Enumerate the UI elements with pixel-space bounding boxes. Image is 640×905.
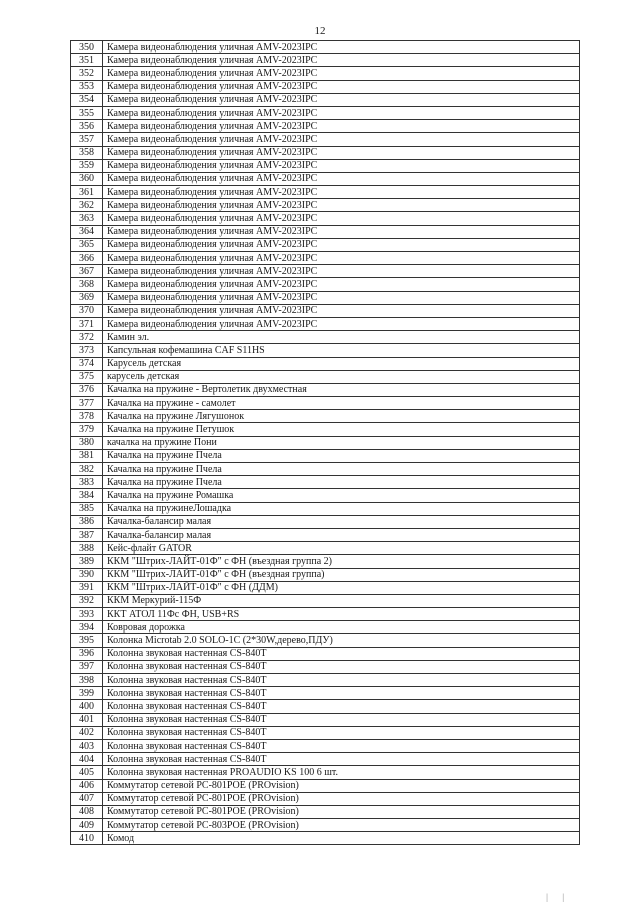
item-name-cell: Камера видеонаблюдения уличная AMV-2023IPC [103,93,580,106]
table-row [71,647,580,660]
item-name-cell: Камера видеонаблюдения уличная AMV-2023IPC [103,120,580,133]
table-row [71,476,580,489]
row-number-cell: 388 [71,542,103,555]
table-row [71,674,580,687]
table-row [71,331,580,344]
table-row [71,792,580,805]
table-row [71,687,580,700]
table-row [71,172,580,185]
item-name-cell: Колонна звуковая настенная CS-840T [103,739,580,752]
item-name-cell: Кейс-флайт GATOR [103,542,580,555]
table-row [71,41,580,54]
row-number-cell: 401 [71,713,103,726]
inventory-table [70,40,580,845]
row-number-cell: 358 [71,146,103,159]
row-number-cell: 362 [71,199,103,212]
row-number-cell: 386 [71,515,103,528]
table-row [71,621,580,634]
item-name-cell: Качалка на пружине Пчела [103,476,580,489]
table-row [71,291,580,304]
table-row [71,700,580,713]
table-row [71,594,580,607]
table-row [71,397,580,410]
table-row [71,805,580,818]
row-number-cell: 364 [71,225,103,238]
item-name-cell: Колонна звуковая настенная CS-840T [103,700,580,713]
table-row [71,515,580,528]
row-number-cell: 394 [71,621,103,634]
row-number-cell: 359 [71,159,103,172]
table-row [71,80,580,93]
table-row [71,106,580,119]
row-number-cell: 389 [71,555,103,568]
item-name-cell: ККМ Меркурий-115Ф [103,594,580,607]
row-number-cell: 356 [71,120,103,133]
item-name-cell: Камера видеонаблюдения уличная AMV-2023IPC [103,159,580,172]
row-number-cell: 379 [71,423,103,436]
row-number-cell: 395 [71,634,103,647]
row-number-cell: 369 [71,291,103,304]
row-number-cell: 409 [71,819,103,832]
row-number-cell: 390 [71,568,103,581]
table-row [71,581,580,594]
row-number-cell: 398 [71,674,103,687]
row-number-cell: 367 [71,265,103,278]
item-name-cell: Качалка на пружинеЛошадка [103,502,580,515]
item-name-cell: Коммутатор сетевой PC-803POE (PROvision) [103,819,580,832]
row-number-cell: 355 [71,106,103,119]
table-row [71,410,580,423]
scan-corner-mark: | | [546,892,570,902]
page-number: 12 [314,25,326,37]
item-name-cell: карусель детская [103,370,580,383]
row-number-cell: 378 [71,410,103,423]
row-number-cell: 404 [71,753,103,766]
item-name-cell: Камера видеонаблюдения уличная AMV-2023IPC [103,304,580,317]
row-number-cell: 374 [71,357,103,370]
item-name-cell: Качалка на пружине Лягушонок [103,410,580,423]
row-number-cell: 387 [71,528,103,541]
row-number-cell: 377 [71,397,103,410]
table-row [71,608,580,621]
row-number-cell: 380 [71,436,103,449]
item-name-cell: Камера видеонаблюдения уличная AMV-2023IPC [103,225,580,238]
row-number-cell: 392 [71,594,103,607]
table-row [71,819,580,832]
table-row [71,436,580,449]
row-number-cell: 351 [71,54,103,67]
table-row [71,93,580,106]
row-number-cell: 352 [71,67,103,80]
row-number-cell: 372 [71,331,103,344]
item-name-cell: ККМ "Штрих-ЛАЙТ-01Ф" с ФН (въездная группа 2) [103,555,580,568]
item-name-cell: Колонна звуковая настенная PROAUDIO KS 100 6 шт. [103,766,580,779]
table-row [71,317,580,330]
row-number-cell: 382 [71,463,103,476]
table-row [71,186,580,199]
table-row [71,542,580,555]
item-name-cell: Колонна звуковая настенная CS-840T [103,660,580,673]
item-name-cell: Качалка на пружине Петушок [103,423,580,436]
row-number-cell: 385 [71,502,103,515]
row-number-cell: 397 [71,660,103,673]
table-row [71,252,580,265]
item-name-cell: Коммутатор сетевой PC-801POE (PROvision) [103,792,580,805]
item-name-cell: Колонна звуковая настенная CS-840T [103,713,580,726]
table-row [71,304,580,317]
item-name-cell: ККМ "Штрих-ЛАЙТ-01Ф" с ФН (въездная группа) [103,568,580,581]
row-number-cell: 383 [71,476,103,489]
row-number-cell: 353 [71,80,103,93]
inventory-table-body [71,41,580,845]
item-name-cell: Камера видеонаблюдения уличная AMV-2023IPC [103,252,580,265]
item-name-cell: Колонна звуковая настенная CS-840T [103,726,580,739]
row-number-cell: 357 [71,133,103,146]
item-name-cell: Карусель детская [103,357,580,370]
table-row [71,238,580,251]
item-name-cell: Капсульная кофемашина CAF S11HS [103,344,580,357]
row-number-cell: 393 [71,608,103,621]
item-name-cell: Камера видеонаблюдения уличная AMV-2023IPC [103,54,580,67]
row-number-cell: 406 [71,779,103,792]
item-name-cell: Качалка-балансир малая [103,515,580,528]
table-row [71,766,580,779]
row-number-cell: 371 [71,317,103,330]
row-number-cell: 350 [71,41,103,54]
table-row [71,212,580,225]
row-number-cell: 376 [71,383,103,396]
table-row [71,779,580,792]
row-number-cell: 399 [71,687,103,700]
table-row [71,383,580,396]
table-row [71,146,580,159]
table-row [71,133,580,146]
row-number-cell: 361 [71,186,103,199]
item-name-cell: Качалка-балансир малая [103,528,580,541]
item-name-cell: Камера видеонаблюдения уличная AMV-2023IPC [103,172,580,185]
row-number-cell: 396 [71,647,103,660]
item-name-cell: Комод [103,832,580,845]
table-row [71,489,580,502]
table-row [71,753,580,766]
row-number-cell: 410 [71,832,103,845]
item-name-cell: Камин эл. [103,331,580,344]
item-name-cell: Камера видеонаблюдения уличная AMV-2023IPC [103,133,580,146]
table-row [71,568,580,581]
item-name-cell: Камера видеонаблюдения уличная AMV-2023IPC [103,265,580,278]
row-number-cell: 403 [71,739,103,752]
row-number-cell: 375 [71,370,103,383]
row-number-cell: 354 [71,93,103,106]
item-name-cell: Камера видеонаблюдения уличная AMV-2023IPC [103,238,580,251]
table-row [71,528,580,541]
table-row [71,357,580,370]
item-name-cell: Камера видеонаблюдения уличная AMV-2023IPC [103,146,580,159]
table-row [71,713,580,726]
table-row [71,199,580,212]
table-row [71,739,580,752]
table-row [71,726,580,739]
table-row [71,225,580,238]
item-name-cell: Камера видеонаблюдения уличная AMV-2023IPC [103,106,580,119]
item-name-cell: Коммутатор сетевой PC-801POE (PROvision) [103,805,580,818]
item-name-cell: Колонна звуковая настенная CS-840T [103,753,580,766]
item-name-cell: Качалка на пружине Ромашка [103,489,580,502]
item-name-cell: Камера видеонаблюдения уличная AMV-2023IPC [103,41,580,54]
row-number-cell: 402 [71,726,103,739]
table-row [71,54,580,67]
row-number-cell: 368 [71,278,103,291]
table-row [71,423,580,436]
table-row [71,344,580,357]
table-row [71,832,580,845]
item-name-cell: Качалка на пружине Пчела [103,449,580,462]
table-row [71,555,580,568]
item-name-cell: Камера видеонаблюдения уличная AMV-2023IPC [103,212,580,225]
item-name-cell: Качалка на пружине - Вертолетик двухместная [103,383,580,396]
item-name-cell: Камера видеонаблюдения уличная AMV-2023IPC [103,278,580,291]
item-name-cell: Ковровая дорожка [103,621,580,634]
table-row [71,502,580,515]
row-number-cell: 370 [71,304,103,317]
item-name-cell: Камера видеонаблюдения уличная AMV-2023IPC [103,317,580,330]
item-name-cell: Качалка на пружине - самолет [103,397,580,410]
row-number-cell: 384 [71,489,103,502]
row-number-cell: 363 [71,212,103,225]
table-row [71,449,580,462]
table-row [71,634,580,647]
row-number-cell: 381 [71,449,103,462]
row-number-cell: 407 [71,792,103,805]
item-name-cell: Качалка на пружине Пчела [103,463,580,476]
item-name-cell: Колонна звуковая настенная CS-840T [103,687,580,700]
item-name-cell: Камера видеонаблюдения уличная AMV-2023IPC [103,291,580,304]
item-name-cell: Камера видеонаблюдения уличная AMV-2023IPC [103,199,580,212]
table-row [71,120,580,133]
table-row [71,370,580,383]
table-row [71,278,580,291]
row-number-cell: 408 [71,805,103,818]
item-name-cell: Колонка Microtab 2.0 SOLO-1C (2*30W,дерево,ПДУ) [103,634,580,647]
table-row [71,660,580,673]
item-name-cell: Камера видеонаблюдения уличная AMV-2023IPC [103,67,580,80]
row-number-cell: 391 [71,581,103,594]
row-number-cell: 373 [71,344,103,357]
row-number-cell: 400 [71,700,103,713]
item-name-cell: Коммутатор сетевой PC-801POE (PROvision) [103,779,580,792]
item-name-cell: Колонна звуковая настенная CS-840T [103,647,580,660]
item-name-cell: качалка на пружине Пони [103,436,580,449]
table-row [71,265,580,278]
item-name-cell: Камера видеонаблюдения уличная AMV-2023IPC [103,186,580,199]
item-name-cell: Камера видеонаблюдения уличная AMV-2023IPC [103,80,580,93]
table-row [71,463,580,476]
table-row [71,67,580,80]
item-name-cell: ККТ АТОЛ 11Фс ФН, USB+RS [103,608,580,621]
row-number-cell: 360 [71,172,103,185]
row-number-cell: 405 [71,766,103,779]
row-number-cell: 366 [71,252,103,265]
item-name-cell: ККМ "Штрих-ЛАЙТ-01Ф" с ФН (ДДМ) [103,581,580,594]
row-number-cell: 365 [71,238,103,251]
table-row [71,159,580,172]
item-name-cell: Колонна звуковая настенная CS-840T [103,674,580,687]
